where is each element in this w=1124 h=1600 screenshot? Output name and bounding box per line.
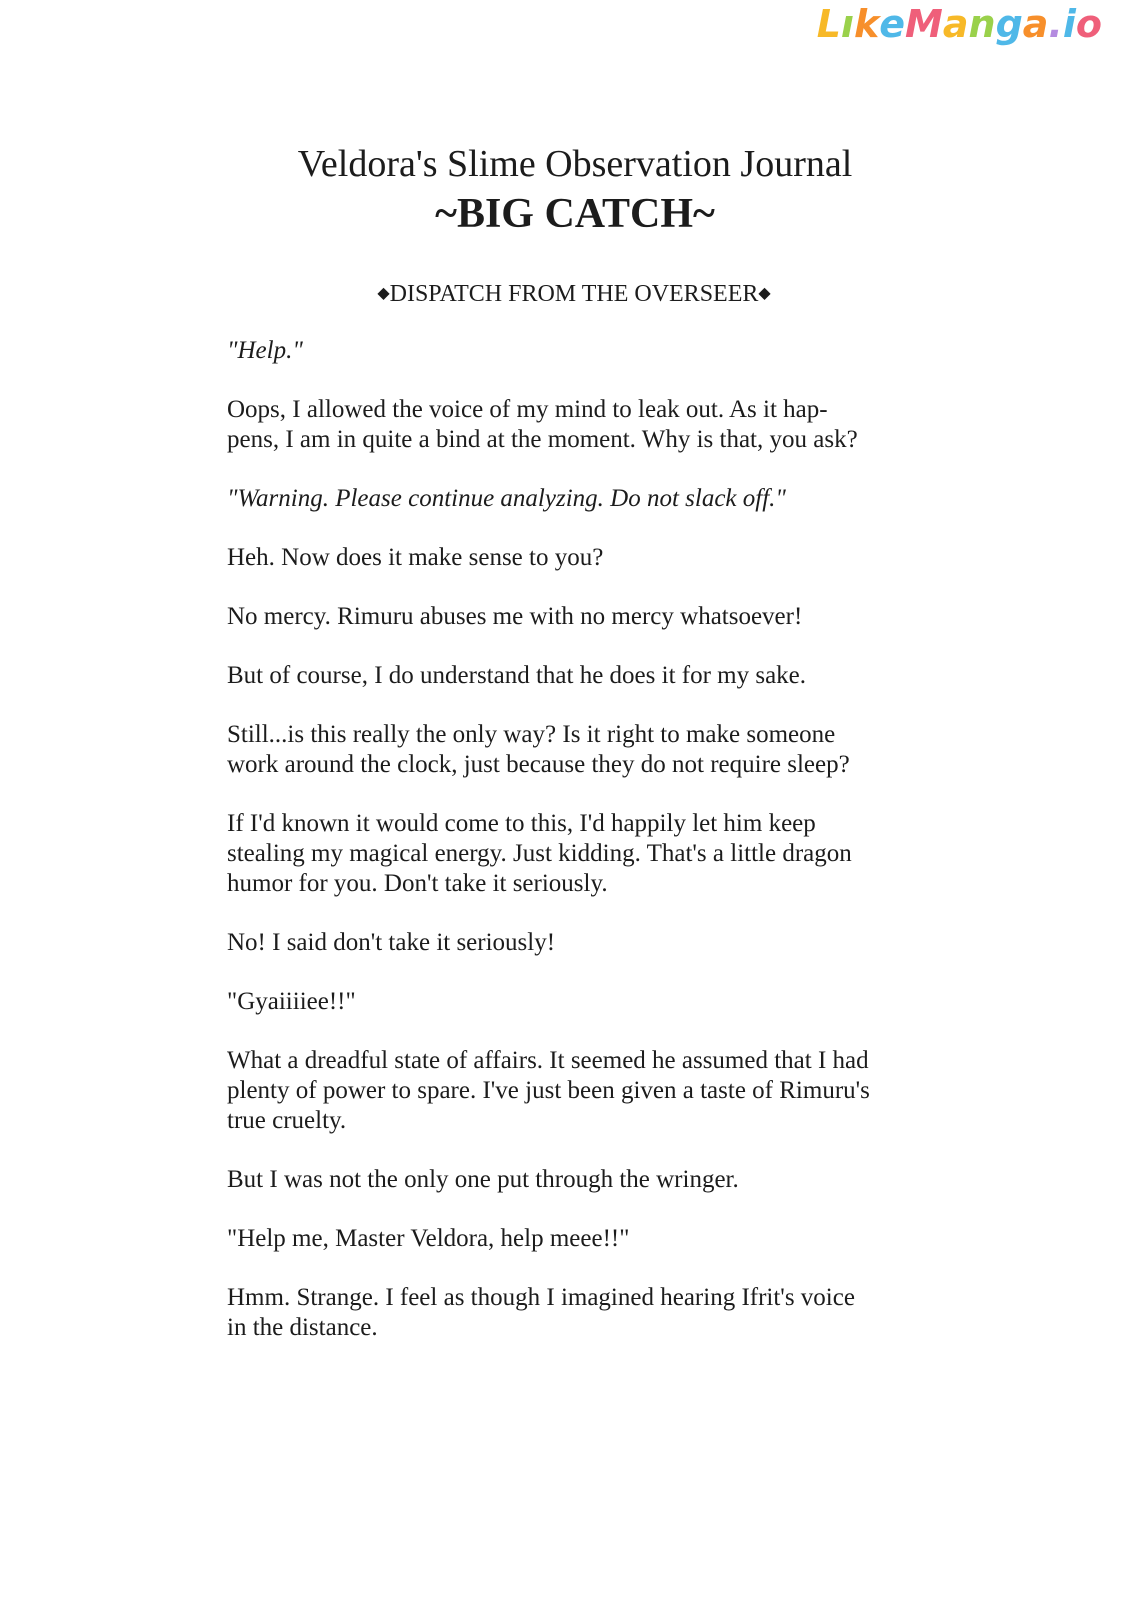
- paragraph: "Help me, Master Veldora, help meee!!": [227, 1225, 630, 1252]
- watermark-letter: ı: [840, 2, 854, 46]
- paragraph: What a dreadful state of affairs. It seemed he assumed that I had plenty of power to spare. I've just been given a taste of Rimuru's true cruelty.: [227, 1047, 870, 1134]
- paragraph: But of course, I do understand that he does it for my sake.: [227, 662, 807, 689]
- paragraph: Hmm. Strange. I feel as though I imagined hearing Ifrit's voice in the distance.: [227, 1284, 855, 1341]
- paragraph: Oops, I allowed the voice of my mind to leak out. As it hap-pens, I am in quite a bind at the moment. Why is that, you ask?: [227, 396, 858, 453]
- watermark-letter: e: [879, 2, 906, 46]
- chapter-title: ~BIG CATCH~: [435, 191, 715, 237]
- section-subtitle: [0, 278, 1124, 310]
- chapter-title-block: [0, 140, 1124, 240]
- paragraph: "Help.": [227, 337, 303, 364]
- watermark-letter: n: [968, 2, 996, 46]
- journal-body: [227, 336, 877, 1372]
- paragraph: But I was not the only one put through the wringer.: [227, 1166, 739, 1193]
- watermark-letter: i: [1062, 2, 1076, 46]
- watermark-letter: g: [995, 2, 1023, 46]
- paragraph: Heh. Now does it make sense to you?: [227, 544, 604, 571]
- watermark-letter: k: [853, 2, 880, 46]
- paragraph: "Warning. Please continue analyzing. Do not slack off.": [227, 485, 786, 512]
- site-watermark-logo: [817, 2, 1102, 46]
- journal-title: Veldora's Slime Observation Journal: [297, 143, 853, 185]
- paragraph: If I'd known it would come to this, I'd happily let him keep stealing my magical energy. Just kidding. That's a little dragon humor for you. Don't take it seriously.: [227, 810, 852, 897]
- diamond-icon: ◆: [758, 285, 771, 302]
- watermark-letter: o: [1075, 2, 1102, 46]
- diamond-icon: ◆: [377, 285, 390, 302]
- watermark-letter: M: [905, 2, 943, 46]
- watermark-letter: L: [816, 2, 841, 46]
- watermark-letter: a: [1022, 2, 1049, 46]
- watermark-letter: a: [942, 2, 969, 46]
- paragraph: No! I said don't take it seriously!: [227, 929, 556, 956]
- paragraph: Still...is this really the only way? Is it right to make someone work around the clock, just because they do not require sleep?: [227, 721, 850, 778]
- paragraph: "Gyaiiiiee!!": [227, 988, 356, 1015]
- subtitle-text: DISPATCH FROM THE OVERSEER: [389, 281, 759, 307]
- paragraph: No mercy. Rimuru abuses me with no mercy whatsoever!: [227, 603, 803, 630]
- watermark-letter: .: [1048, 2, 1063, 46]
